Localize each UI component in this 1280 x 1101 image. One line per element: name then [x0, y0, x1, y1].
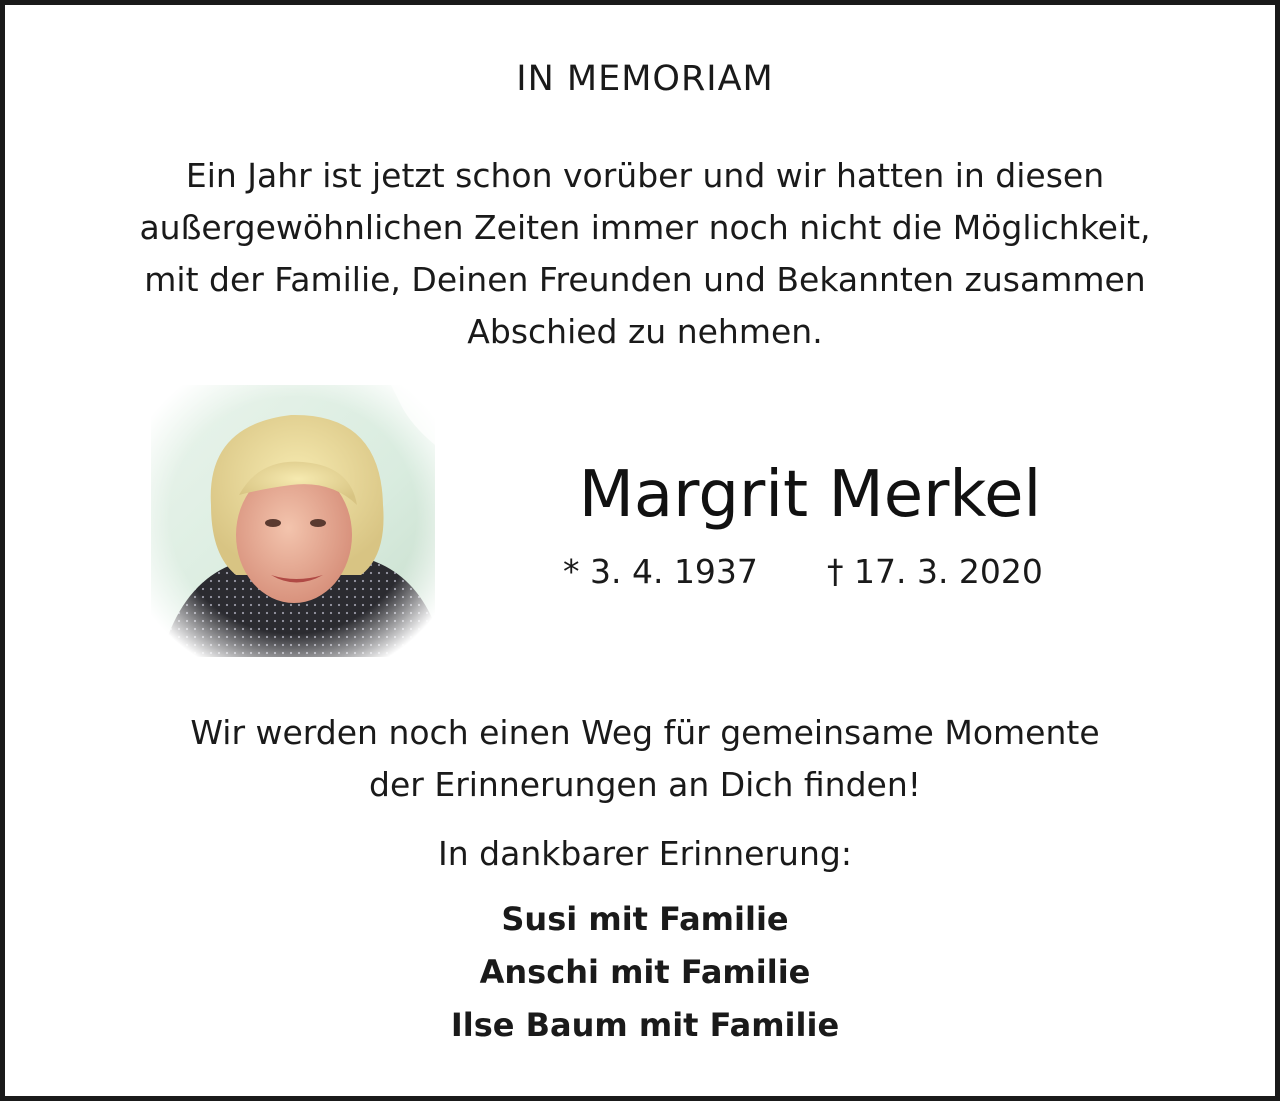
portrait-photo-image	[151, 385, 435, 657]
closing-line: Wir werden noch einen Weg für gemeinsame Momente	[190, 713, 1100, 752]
signer-name: Susi mit Familie	[501, 900, 789, 938]
signer-name: Anschi mit Familie	[479, 953, 811, 991]
closing-line: der Erinnerungen an Dich finden!	[369, 765, 921, 804]
signer-name: Ilse Baum mit Familie	[450, 1006, 840, 1044]
intro-line: mit der Familie, Deinen Freunden und Bekannten zusammen	[144, 260, 1146, 299]
portrait-photo	[151, 385, 435, 657]
intro-line: Abschied zu nehmen.	[467, 312, 823, 351]
deceased-name: Margrit Merkel	[578, 458, 1042, 532]
birth-date: * 3. 4. 1937	[563, 552, 758, 591]
intro-line: Ein Jahr ist jetzt schon vorüber und wir hatten in diesen	[185, 156, 1105, 195]
signers-list	[5, 893, 1280, 1052]
death-date: † 17. 3. 2020	[827, 552, 1043, 591]
gratitude-line: In dankbarer Erinnerung:	[438, 834, 852, 873]
closing-text	[85, 707, 1205, 811]
intro-line: außergewöhnlichen Zeiten immer noch nicht die Möglichkeit,	[139, 208, 1151, 247]
intro-text	[85, 150, 1205, 358]
notice-heading: IN MEMORIAM	[516, 59, 774, 99]
